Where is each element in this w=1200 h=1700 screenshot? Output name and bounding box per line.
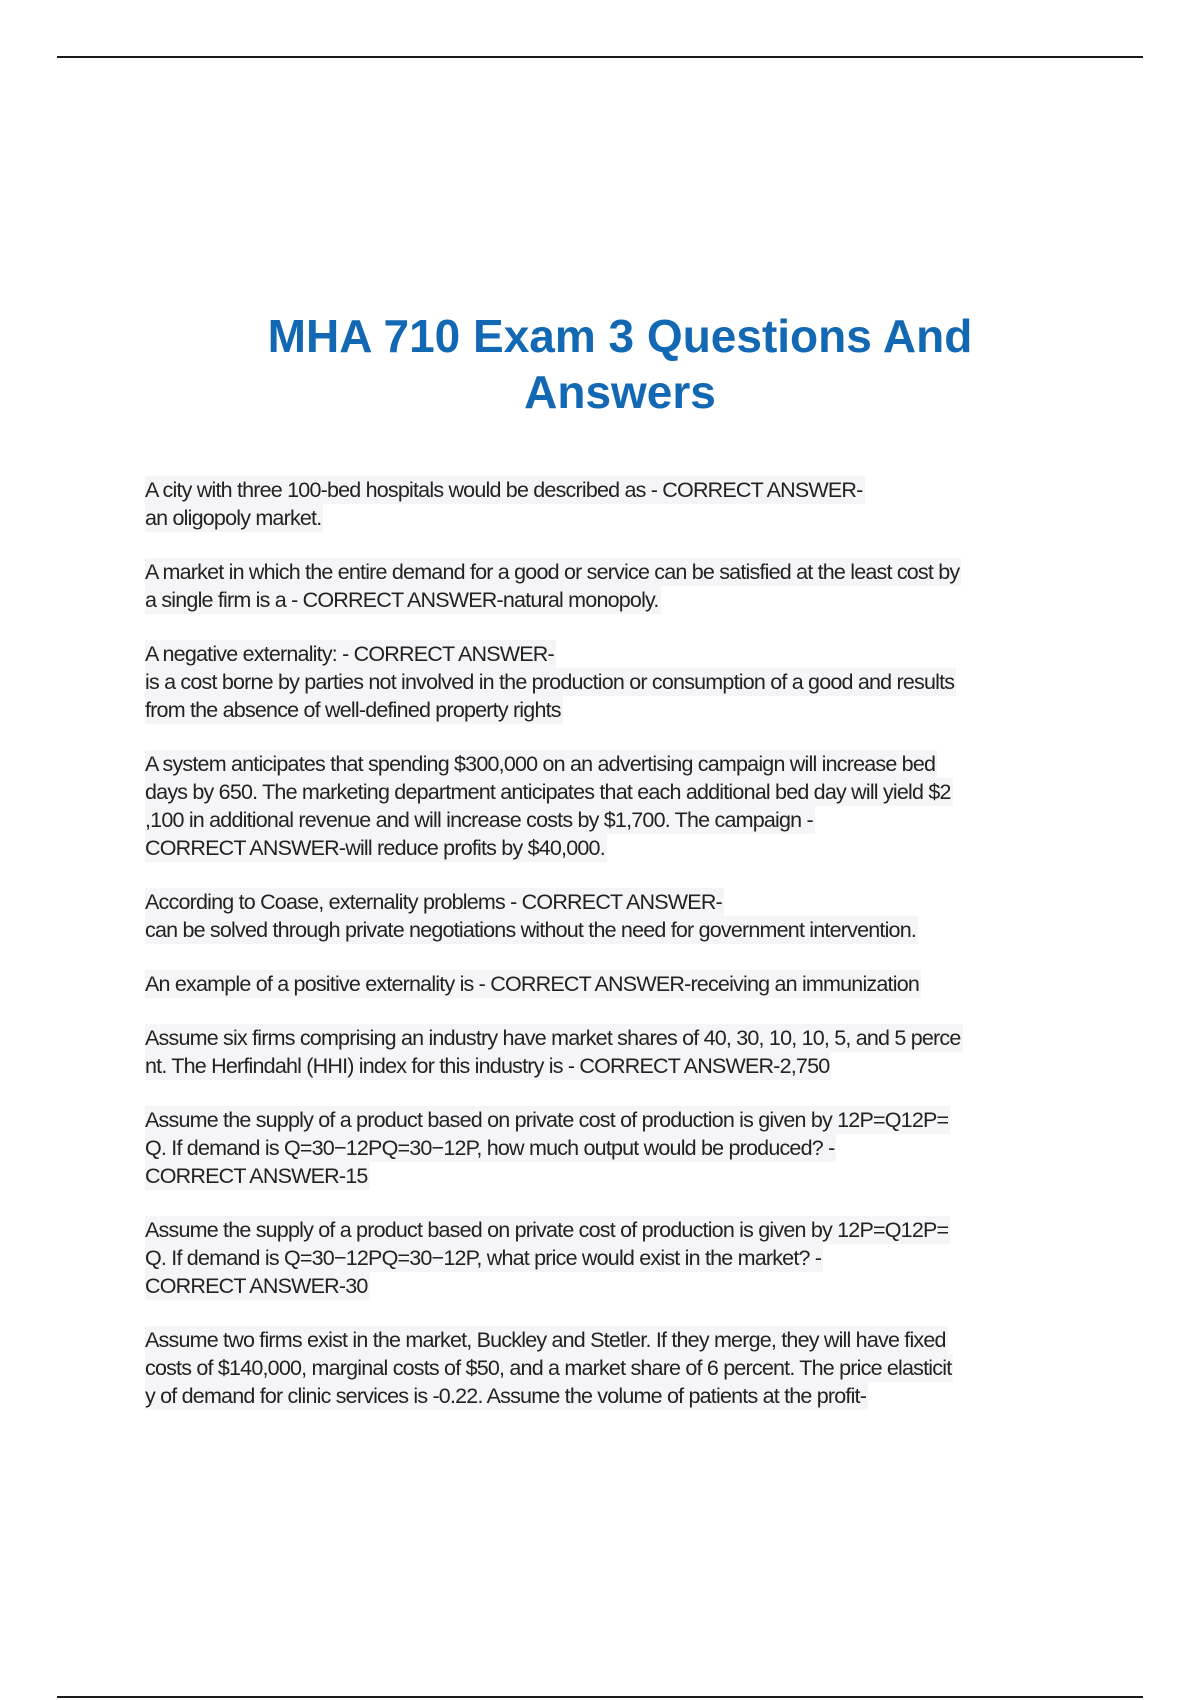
qa-line: is a cost borne by parties not involved in the production or consumption of a good and results — [145, 670, 955, 694]
qa-item — [145, 888, 1095, 944]
qa-line: Assume the supply of a product based on private cost of production is given by 12P=Q12P= — [145, 1108, 949, 1132]
qa-item — [145, 640, 1095, 724]
qa-line: Assume the supply of a product based on private cost of production is given by 12P=Q12P= — [145, 1218, 949, 1242]
qa-line: costs of $140,000, marginal costs of $50, and a market share of 6 percent. The price elasticit — [145, 1356, 952, 1380]
qa-item — [145, 970, 1095, 998]
qa-line: an oligopoly market. — [145, 506, 322, 530]
document-title — [120, 308, 1120, 420]
qa-line: A negative externality: - CORRECT ANSWER- — [145, 642, 554, 666]
qa-line: A market in which the entire demand for a good or service can be satisfied at the least cost by — [145, 560, 960, 584]
qa-item — [145, 750, 1095, 862]
qa-line: Q. If demand is Q=30−12PQ=30−12P, what price would exist in the market? - — [145, 1246, 822, 1270]
qa-list — [145, 476, 1095, 1436]
qa-line: a single firm is a - CORRECT ANSWER-natural monopoly. — [145, 588, 659, 612]
qa-line: can be solved through private negotiations without the need for government intervention. — [145, 918, 917, 942]
qa-item — [145, 1326, 1095, 1410]
qa-line: y of demand for clinic services is -0.22. Assume the volume of patients at the profit- — [145, 1384, 867, 1408]
qa-item — [145, 558, 1095, 614]
qa-item — [145, 1106, 1095, 1190]
header-rule — [57, 56, 1143, 58]
title-line-2: Answers — [524, 366, 716, 418]
qa-line: ,100 in additional revenue and will increase costs by $1,700. The campaign - — [145, 808, 813, 832]
qa-line: Q. If demand is Q=30−12PQ=30−12P, how much output would be produced? - — [145, 1136, 835, 1160]
qa-line: days by 650. The marketing department anticipates that each additional bed day will yield $2 — [145, 780, 951, 804]
footer-rule — [57, 1696, 1143, 1698]
qa-line: from the absence of well-defined property rights — [145, 698, 561, 722]
qa-line: A city with three 100-bed hospitals would be described as - CORRECT ANSWER- — [145, 478, 863, 502]
qa-item — [145, 476, 1095, 532]
qa-line: Assume six firms comprising an industry have market shares of 40, 30, 10, 10, 5, and 5 perce — [145, 1026, 961, 1050]
qa-line: CORRECT ANSWER-15 — [145, 1164, 368, 1188]
qa-item — [145, 1216, 1095, 1300]
qa-item — [145, 1024, 1095, 1080]
qa-line: nt. The Herfindahl (HHI) index for this industry is - CORRECT ANSWER-2,750 — [145, 1054, 830, 1078]
qa-line: CORRECT ANSWER-will reduce profits by $40,000. — [145, 836, 605, 860]
title-line-1: MHA 710 Exam 3 Questions And — [267, 310, 973, 362]
qa-line: According to Coase, externality problems - CORRECT ANSWER- — [145, 890, 722, 914]
qa-line: CORRECT ANSWER-30 — [145, 1274, 368, 1298]
qa-line: An example of a positive externality is - CORRECT ANSWER-receiving an immunization — [145, 972, 920, 996]
qa-line: A system anticipates that spending $300,000 on an advertising campaign will increase bed — [145, 752, 936, 776]
qa-line: Assume two firms exist in the market, Buckley and Stetler. If they merge, they will have fixed — [145, 1328, 946, 1352]
